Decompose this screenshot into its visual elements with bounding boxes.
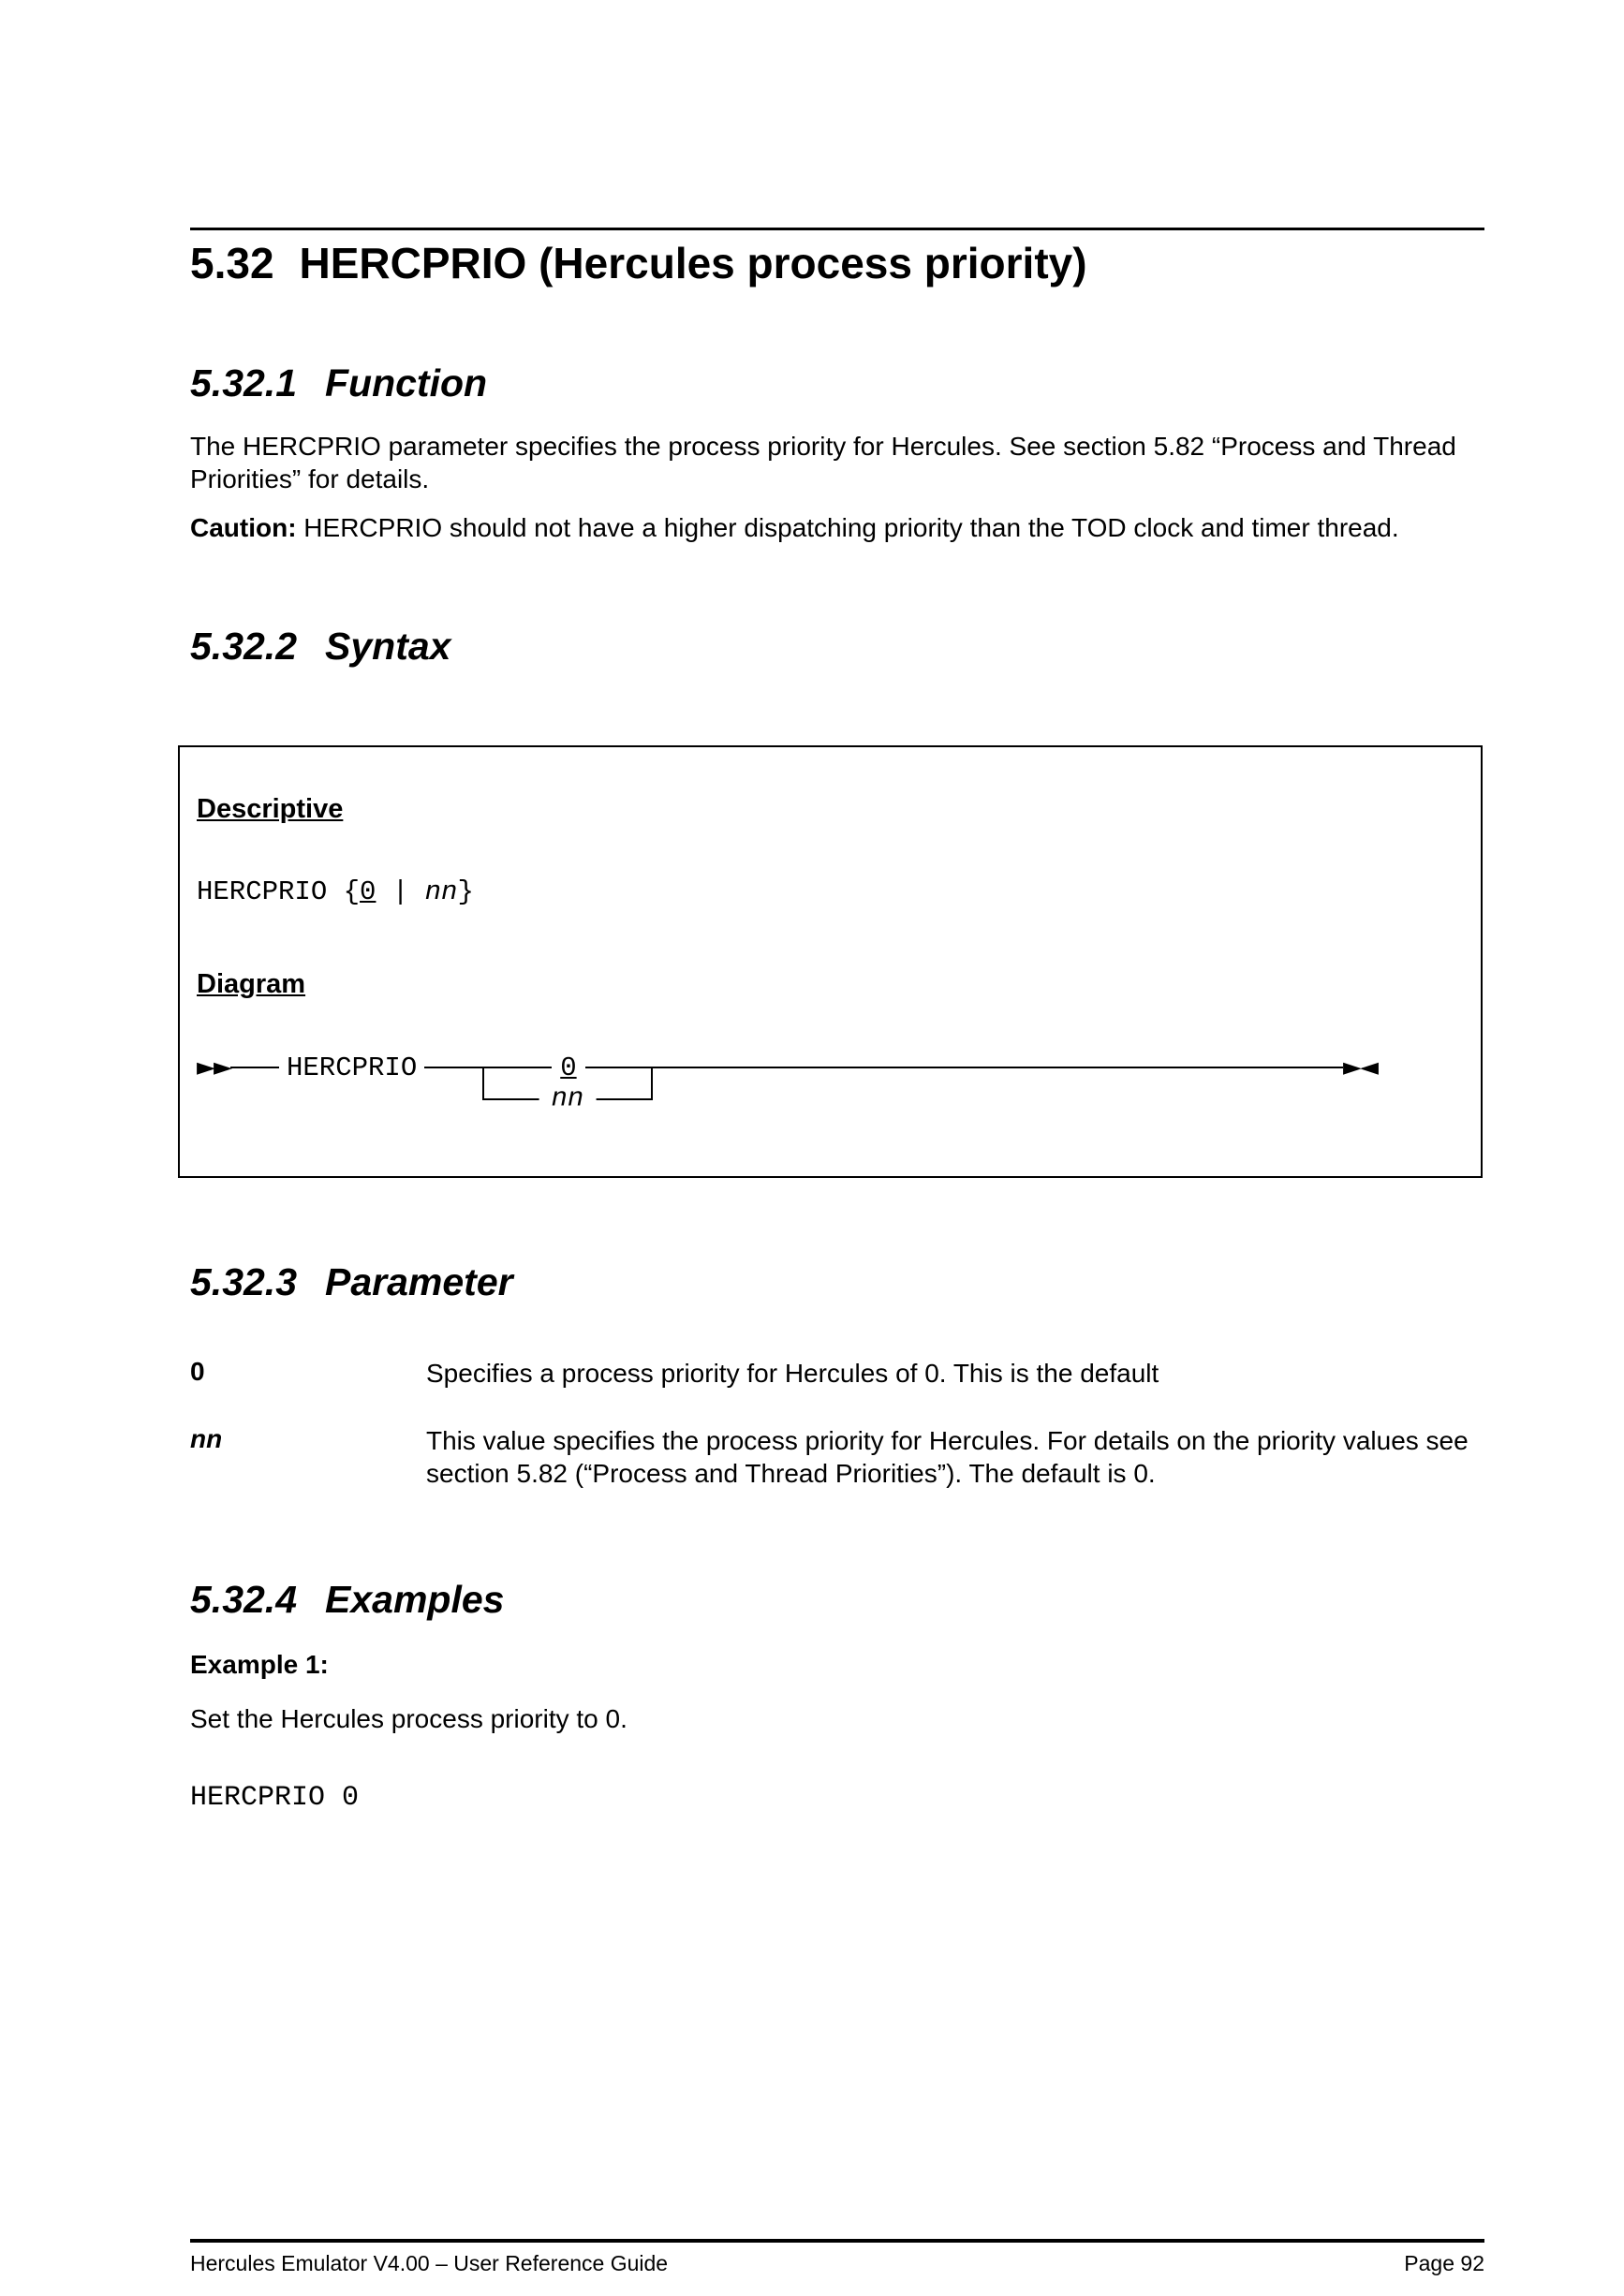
section-title: Function bbox=[325, 361, 488, 405]
caution-text: HERCPRIO should not have a higher dispatching priority than the TOD clock and timer thread. bbox=[296, 513, 1399, 542]
syntax-descriptive-code bbox=[197, 876, 1464, 907]
parameter-description-0: Specifies a process priority for Hercules of 0. This is the default bbox=[426, 1359, 1159, 1388]
footer-page-number: Page 92 bbox=[1404, 2251, 1484, 2275]
section-heading-parameter bbox=[190, 1260, 1484, 1304]
parameter-name-nn: nn bbox=[190, 1424, 223, 1453]
page-title bbox=[190, 238, 1484, 288]
diagram-alternative-loop bbox=[482, 1067, 652, 1114]
diagram-variable: nn bbox=[539, 1085, 597, 1112]
parameter-description-nn: This value specifies the process priority for Hercules. For details on the priority values see section 5.82 (“Process and Thread Priorities”). The default is 0. bbox=[426, 1426, 1469, 1488]
parameter-list bbox=[190, 1357, 1484, 1490]
code-suffix: } bbox=[457, 876, 474, 907]
function-caution bbox=[190, 511, 1484, 544]
page-footer bbox=[190, 2239, 1484, 2276]
page-title-number: 5.32 bbox=[190, 239, 274, 287]
section-number: 5.32.4 bbox=[190, 1578, 297, 1621]
diagram-start-arrow-icon: ►► bbox=[197, 1053, 230, 1082]
descriptive-label: Descriptive bbox=[197, 794, 344, 824]
section-number: 5.32.1 bbox=[190, 361, 297, 405]
page-title-text: HERCPRIO (Hercules process priority) bbox=[299, 239, 1087, 287]
section-number: 5.32.3 bbox=[190, 1260, 297, 1303]
page-content bbox=[190, 0, 1484, 1814]
diagram-keyword: HERCPRIO bbox=[287, 1052, 418, 1083]
footer-document-title: Hercules Emulator V4.00 – User Reference Guide bbox=[190, 2251, 669, 2275]
caution-label: Caution: bbox=[190, 513, 297, 542]
section-heading-examples bbox=[190, 1578, 1484, 1622]
syntax-box bbox=[178, 745, 1483, 1178]
diagram-end-arrow-icon: ►◄ bbox=[1343, 1053, 1377, 1082]
section-title: Parameter bbox=[325, 1260, 513, 1303]
section-number: 5.32.2 bbox=[190, 625, 297, 668]
code-separator: | bbox=[376, 876, 425, 907]
section-title: Examples bbox=[325, 1578, 505, 1621]
section-heading-function bbox=[190, 361, 1484, 405]
syntax-railroad-diagram bbox=[197, 1049, 1377, 1114]
diagram-default-value: 0 bbox=[560, 1052, 577, 1083]
diagram-branch bbox=[482, 1049, 652, 1114]
code-variable: nn bbox=[424, 876, 458, 907]
code-default-value: 0 bbox=[360, 876, 376, 907]
example-1-label: Example 1: bbox=[190, 1650, 329, 1679]
example-1-code: HERCPRIO 0 bbox=[190, 1782, 360, 1814]
code-prefix: HERCPRIO { bbox=[197, 876, 361, 907]
diagram-label: Diagram bbox=[197, 969, 306, 999]
parameter-name-0: 0 bbox=[190, 1357, 205, 1386]
diagram-line bbox=[653, 1067, 1343, 1068]
diagram-line bbox=[230, 1067, 279, 1068]
section-heading-syntax bbox=[190, 625, 1484, 669]
diagram-line bbox=[424, 1067, 482, 1068]
function-paragraph: The HERCPRIO parameter specifies the process priority for Hercules. See section 5.82 “Process and Thread Priorities” for details. bbox=[190, 432, 1456, 493]
title-rule bbox=[190, 228, 1484, 230]
example-1-text: Set the Hercules process priority to 0. bbox=[190, 1704, 627, 1733]
section-title: Syntax bbox=[325, 625, 451, 668]
